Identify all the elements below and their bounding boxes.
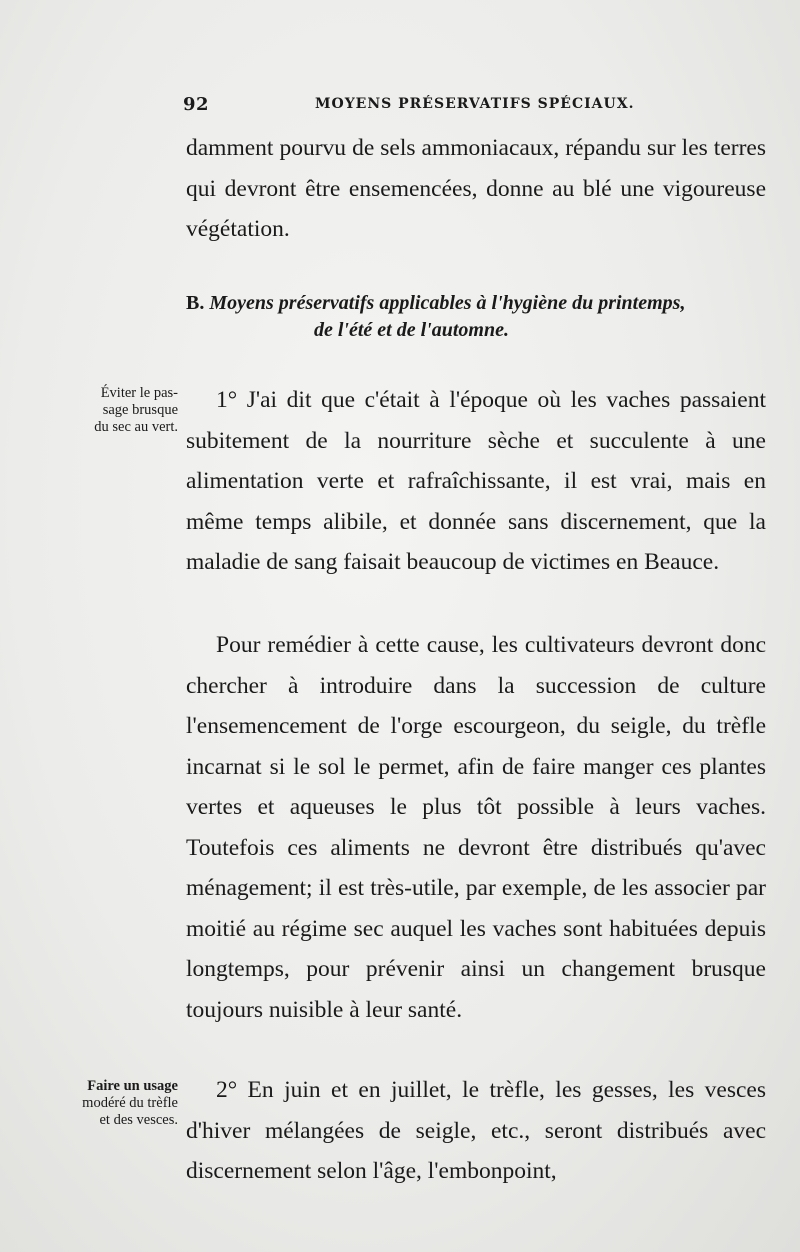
margin-note-line: et des vesces. [99,1112,178,1128]
margin-note-line: Faire un usage [87,1078,178,1094]
margin-note-2 [38,1078,178,1129]
margin-note-line: modéré du trèfle [82,1095,178,1111]
section-title-line1: Moyens préservatifs applicables à l'hygiène du printemps, [209,292,686,314]
margin-note-line: sage brusque [102,402,178,418]
paragraph-continuation: damment pourvu de sels ammoniacaux, répandu sur les terres qui devront être ensemencées, donne au blé une vigoureuse végétation. [186,135,766,242]
paragraph-1: 1° J'ai dit que c'était à l'époque où les vaches passaient subitement de la nourriture sèche et succulente à une alimentation verte et rafraîchissante, il est vrai, mais en même temps alibile, et donnée sans discernement, que la maladie de sang faisait beaucoup de victimes en Beauce. [186,387,766,575]
margin-note-1 [38,385,178,436]
page-number: 92 [183,94,210,115]
section-heading [186,290,766,344]
margin-note-line: Éviter le pas- [100,385,178,401]
margin-note-line: du sec au vert. [94,419,178,435]
section-title-line2: de l'été et de l'automne. [314,319,509,341]
paragraph-2: Pour remédier à cette cause, les cultivateurs devront donc chercher à introduire dans la succession de culture l'ensemencement de l'orge escourgeon, du seigle, du trèfle incarnat si le sol le permet, afin de faire manger ces plantes vertes et aqueuses le plus tôt possible à leurs vaches. Toutefois ces aliments ne devront être distribués qu'avec ménagement; il est très-utile, par exemple, de les associer par moitié au régime sec auquel les vaches sont habituées depuis longtemps, pour prévenir ainsi un changement brusque toujours nuisible à leur santé. [186,632,766,1023]
paragraph-3: 2° En juin et en juillet, le trèfle, les gesses, les vesces d'hiver mélangées de seigle, etc., seront distribués avec discernement selon l'âge, l'embonpoint, [186,1077,766,1184]
section-letter: B. [186,292,205,314]
running-head [183,94,653,118]
running-title: MOYENS PRÉSERVATIFS SPÉCIAUX. [315,96,635,112]
